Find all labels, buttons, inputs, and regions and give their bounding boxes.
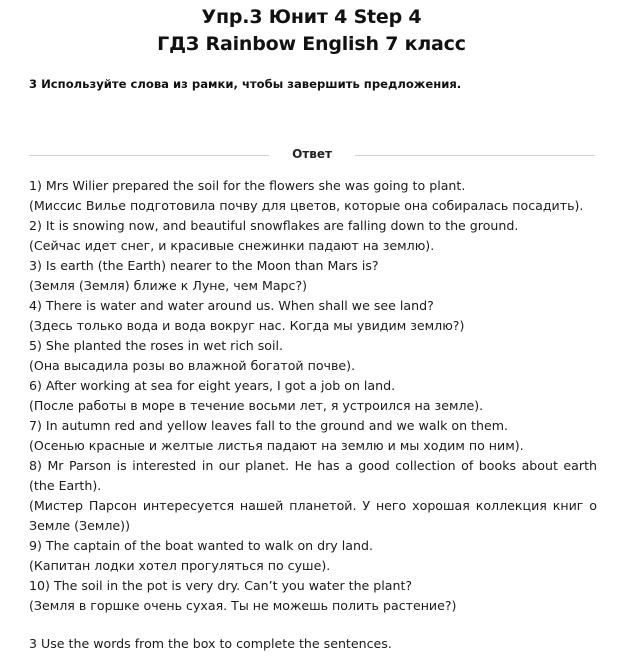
answer-line: (Капитан лодки хотел прогуляться по суше). bbox=[29, 558, 331, 573]
answer-heading: Ответ bbox=[292, 147, 332, 161]
english-instruction: 3 Use the words from the box to complete the sentences. bbox=[29, 636, 392, 651]
answer-line: 3) Is earth (the Earth) nearer to the Moon than Mars is? bbox=[29, 258, 379, 273]
answer-line: 7) In autumn red and yellow leaves fall to the ground and we walk on them. bbox=[29, 418, 508, 433]
answer-line: 1) Mrs Wilier prepared the soil for the flowers she was going to plant. bbox=[29, 178, 466, 193]
answer-line: (Она высадила розы во влажной богатой почве). bbox=[29, 358, 356, 373]
answer-line: (После работы в море в течение восьми лет, я устроился на земле). bbox=[29, 398, 484, 413]
answer-line: 2) It is snowing now, and beautiful snowflakes are falling down to the ground. bbox=[29, 218, 519, 233]
answer-line: 9) The captain of the boat wanted to walk on dry land. bbox=[29, 538, 373, 553]
answer-line: 10) The soil in the pot is very dry. Can’t you water the plant? bbox=[29, 578, 413, 593]
answer-divider bbox=[29, 147, 595, 165]
answer-line: 4) There is water and water around us. When shall we see land? bbox=[29, 298, 434, 313]
answer-line: (Мистер Парсон интересуется нашей планетой. У него хорошая коллекция книг о Земле (Земле)) bbox=[29, 498, 597, 533]
answer-line: (Осенью красные и желтые листья падают на землю и мы ходим по ним). bbox=[29, 438, 524, 453]
answer-line: 8) Mr Parson is interested in our planet. He has a good collection of books about earth (the Earth). bbox=[29, 458, 597, 493]
page-subtitle: ГДЗ Rainbow English 7 класс bbox=[157, 33, 466, 55]
page-title: Упр.3 Юнит 4 Step 4 bbox=[201, 6, 422, 28]
divider-line-right bbox=[355, 155, 595, 156]
task-instruction: 3 Используйте слова из рамки, чтобы завершить предложения. bbox=[29, 77, 462, 91]
answer-list bbox=[29, 176, 597, 616]
answer-line: (Здесь только вода и вода вокруг нас. Когда мы увидим землю?) bbox=[29, 318, 465, 333]
answer-line: (Земля в горшке очень сухая. Ты не можешь полить растение?) bbox=[29, 598, 457, 613]
answer-line: (Сейчас идет снег, и красивые снежинки падают на землю). bbox=[29, 238, 435, 253]
answer-line: 6) After working at sea for eight years, I got a job on land. bbox=[29, 378, 396, 393]
answer-line: (Миссис Вилье подготовила почву для цветов, которые она собиралась посадить). bbox=[29, 198, 584, 213]
answer-line: 5) She planted the roses in wet rich soil. bbox=[29, 338, 284, 353]
answer-line: (Земля (Земля) ближе к Луне, чем Марс?) bbox=[29, 278, 308, 293]
